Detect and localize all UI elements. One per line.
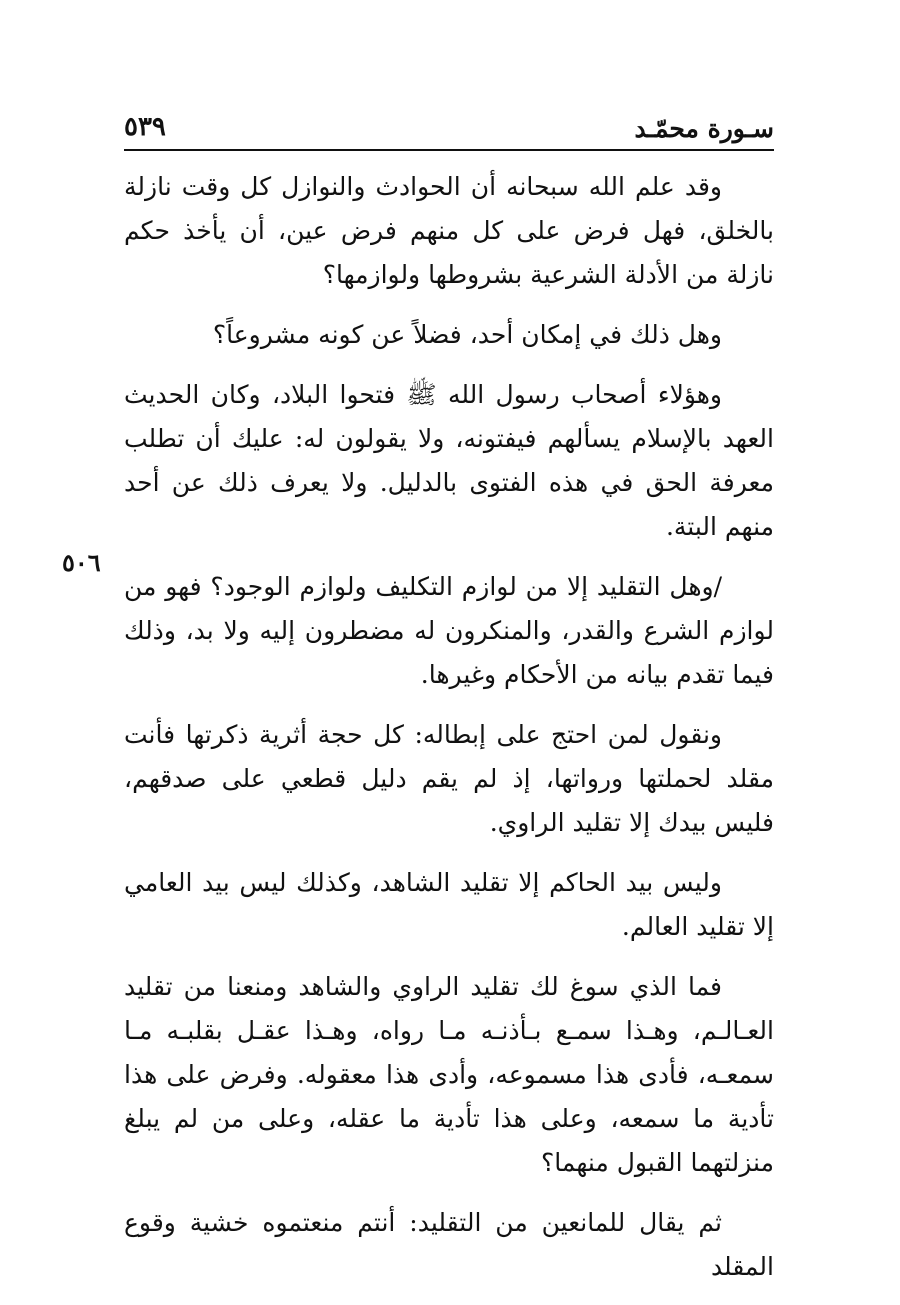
paragraph: ثم يقال للمانعين من التقليد: أنتم منعتموه خشية وقوع المقلد	[124, 1208, 774, 1281]
paragraph: /وهل التقليد إلا من لوازم التكليف ولوازم الوجود؟ فهو من لوازم الشرع والقدر، والمنكرون له مضطرون إليه ولا بد، وذلك فيما تقدم بيانه من الأحكام وغيرها.	[124, 572, 774, 689]
margin-page-marker: ٥٠٦	[62, 548, 101, 577]
paragraph: فما الذي سوغ لك تقليد الراوي والشاهد ومنعنا من تقليد العـالـم، وهـذا سمـع بـأذنـه مـا رواه، وهـذا عقـل بقلبـه مـا سمعـه، فأدى هذا مسموعه، وأدى هذا معقوله. وفرض على هذا تأدية ما سمعه، وعلى هذا تأدية ما عقله، وعلى من لم يبلغ منزلتهما القبول منهما؟	[124, 972, 774, 1177]
paragraph: ونقول لمن احتج على إبطاله: كل حجة أثرية ذكرتها فأنت مقلد لحملتها ورواتها، إذ لم يقم دليل قطعي على صدقهم، فليس بيدك إلا تقليد الراوي.	[124, 720, 774, 837]
paragraph: وقد علم الله سبحانه أن الحوادث والنوازل كل وقت نازلة بالخلق، فهل فرض على كل منهم فرض عين، أن يأخذ حكم نازلة من الأدلة الشرعية بشروطها ولوازمها؟	[124, 172, 774, 289]
paragraph: وهل ذلك في إمكان أحد، فضلاً عن كونه مشروعاً؟	[212, 320, 722, 349]
body-text	[124, 165, 774, 1305]
page-header	[124, 108, 774, 148]
paragraph: وهؤلاء أصحاب رسول الله ﷺ فتحوا البلاد، وكان الحديث العهد بالإسلام يسألهم فيفتونه، ولا يقولون له: عليك أن تطلب معرفة الحق في هذه الفتوى بالدليل. ولا يعرف ذلك عن أحد منهم البتة.	[124, 380, 774, 541]
paragraph: وليس بيد الحاكم إلا تقليد الشاهد، وكذلك ليس بيد العامي إلا تقليد العالم.	[124, 868, 774, 941]
header-divider	[124, 149, 774, 151]
running-title: سـورة محمّـد	[634, 114, 774, 143]
page-number: ٥٣٩	[124, 112, 166, 142]
